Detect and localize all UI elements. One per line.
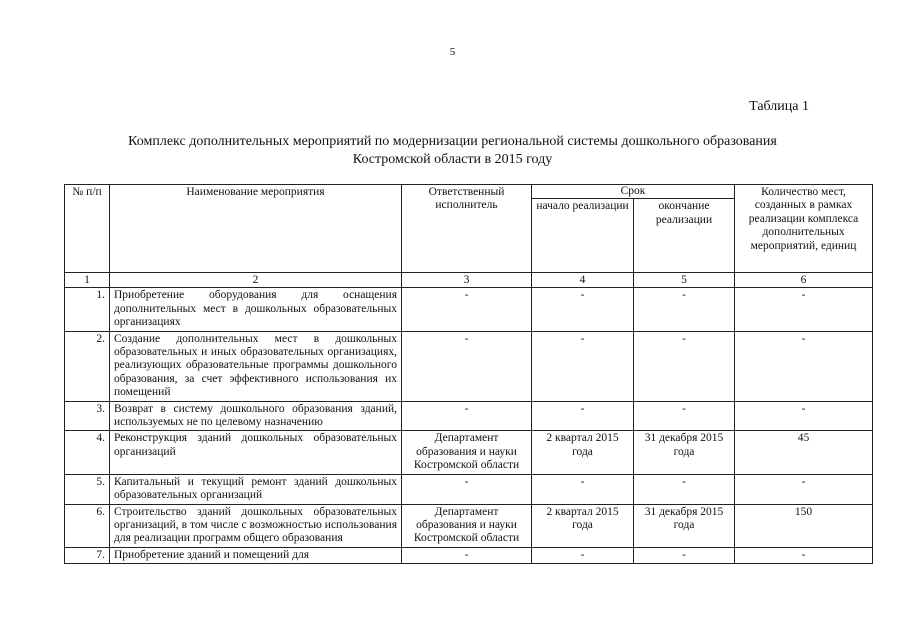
table-row — [65, 547, 873, 563]
row-measure-name: Капитальный и текущий ремонт зданий дошкольных образовательных организаций — [110, 474, 402, 504]
column-number: 5 — [634, 273, 735, 288]
row-number: 7. — [65, 547, 110, 563]
row-responsible: - — [402, 288, 532, 331]
header-end: окончание реализации — [634, 199, 735, 273]
column-number-row — [65, 273, 873, 288]
row-end: - — [634, 331, 735, 401]
row-start: - — [532, 288, 634, 331]
table-row — [65, 331, 873, 401]
document-title — [0, 133, 905, 169]
row-start: - — [532, 331, 634, 401]
measures-table — [64, 184, 873, 564]
row-start: - — [532, 547, 634, 563]
row-start: - — [532, 401, 634, 431]
row-measure-name: Приобретение оборудования для оснащения дополнительных мест в дошкольных образовательных организациях — [110, 288, 402, 331]
row-places: - — [735, 401, 873, 431]
table-row — [65, 474, 873, 504]
row-places: - — [735, 288, 873, 331]
document-title-line-2: Костромской области в 2015 году — [352, 152, 553, 167]
row-places: - — [735, 331, 873, 401]
row-responsible: - — [402, 331, 532, 401]
row-responsible: - — [402, 547, 532, 563]
table-label: Таблица 1 — [749, 99, 809, 114]
row-places: - — [735, 474, 873, 504]
row-number: 6. — [65, 504, 110, 547]
column-number: 4 — [532, 273, 634, 288]
row-measure-name: Строительство зданий дошкольных образовательных организаций, в том числе с возможностью использования для реализации программ общего образования — [110, 504, 402, 547]
table-row — [65, 504, 873, 547]
row-places: 150 — [735, 504, 873, 547]
row-number: 5. — [65, 474, 110, 504]
header-responsible: Ответственный исполнитель — [402, 185, 532, 273]
row-number: 3. — [65, 401, 110, 431]
column-number: 6 — [735, 273, 873, 288]
header-row-1 — [65, 185, 873, 199]
row-end: 31 декабря 2015 года — [634, 431, 735, 474]
row-measure-name: Создание дополнительных мест в дошкольных образовательных и иных образовательных организациях, реализующих образовательные программы дошкольного образования, за счет эффективного использования их помещений — [110, 331, 402, 401]
row-measure-name: Реконструкция зданий дошкольных образовательных организаций — [110, 431, 402, 474]
row-responsible: Департамент образования и науки Костромской области — [402, 431, 532, 474]
row-start: - — [532, 474, 634, 504]
column-number: 3 — [402, 273, 532, 288]
page-number: 5 — [449, 46, 456, 58]
row-places: 45 — [735, 431, 873, 474]
row-responsible: - — [402, 401, 532, 431]
table-row — [65, 431, 873, 474]
header-places: Количество мест, созданных в рамках реализации комплекса дополнительных мероприятий, единиц — [735, 185, 873, 273]
row-start: 2 квартал 2015 года — [532, 431, 634, 474]
document-title-line-1: Комплекс дополнительных мероприятий по модернизации региональной системы дошкольного образования — [128, 134, 777, 149]
row-end: 31 декабря 2015 года — [634, 504, 735, 547]
row-end: - — [634, 474, 735, 504]
row-end: - — [634, 401, 735, 431]
header-num: № п/п — [65, 185, 110, 273]
row-measure-name: Приобретение зданий и помещений для — [110, 547, 402, 563]
column-number: 2 — [110, 273, 402, 288]
row-places: - — [735, 547, 873, 563]
row-end: - — [634, 288, 735, 331]
table-row — [65, 288, 873, 331]
row-number: 1. — [65, 288, 110, 331]
row-measure-name: Возврат в систему дошкольного образования зданий, используемых не по целевому назначению — [110, 401, 402, 431]
header-name: Наименование мероприятия — [110, 185, 402, 273]
row-number: 4. — [65, 431, 110, 474]
header-term: Срок — [532, 185, 735, 199]
row-responsible: - — [402, 474, 532, 504]
row-number: 2. — [65, 331, 110, 401]
row-start: 2 квартал 2015 года — [532, 504, 634, 547]
column-number: 1 — [65, 273, 110, 288]
row-end: - — [634, 547, 735, 563]
table-row — [65, 401, 873, 431]
header-start: начало реализации — [532, 199, 634, 273]
row-responsible: Департамент образования и науки Костромской области — [402, 504, 532, 547]
